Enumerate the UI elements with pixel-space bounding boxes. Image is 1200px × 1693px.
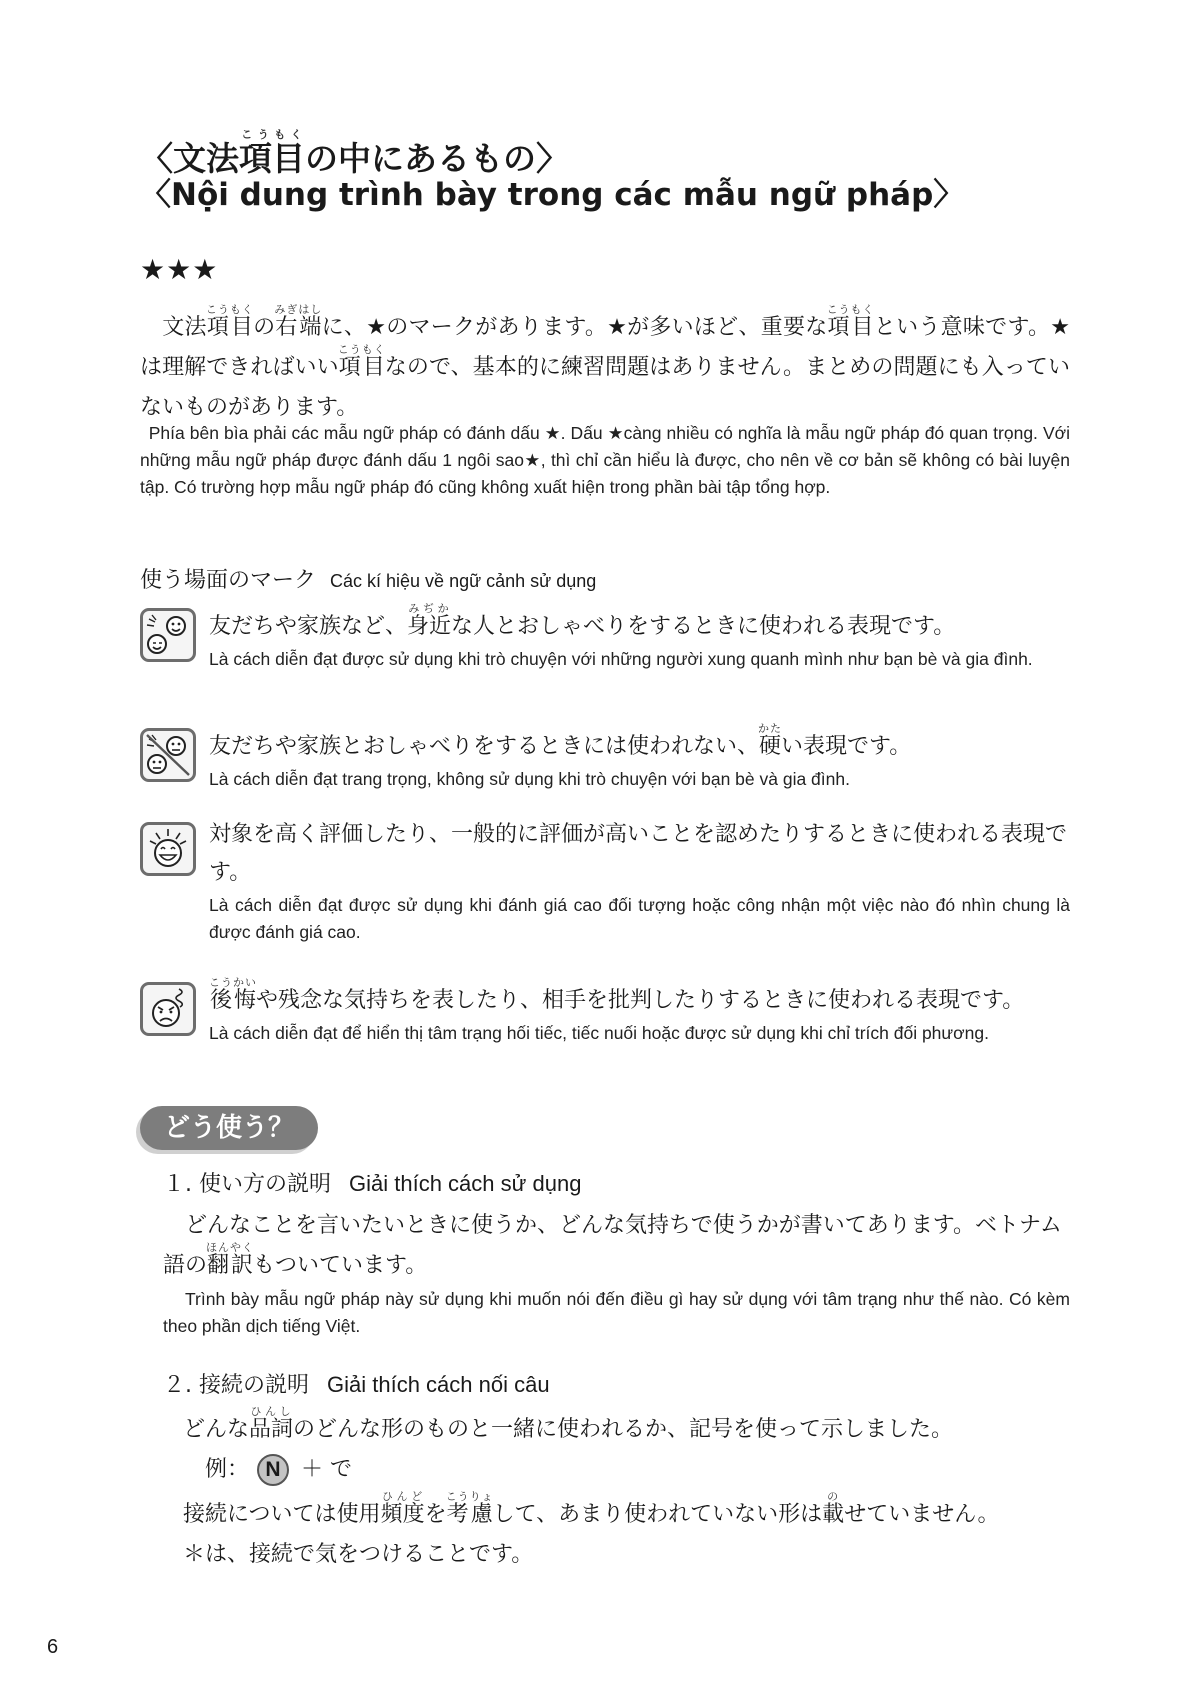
regret-face-icon xyxy=(140,982,196,1036)
usage-mark-vi: Là cách diễn đạt trang trọng, không sử dụng khi trò chuyện với bạn bè và gia đình. xyxy=(209,769,850,789)
connection-explanation-section xyxy=(163,1366,1070,1575)
connection-note-jp: 接続については使用頻度ひんどを考慮こうりょして、あまり使われていない形は載のせていません。 xyxy=(183,1490,1000,1527)
usage-mark-vi: Là cách diễn đạt được sử dụng khi trò chuyện với những người xung quanh mình như bạn bè và gia đình. xyxy=(209,649,1033,669)
usage-marks-heading: 使う場面のマーク Các kí hiệu về ngữ cảnh sử dụng xyxy=(140,568,597,593)
page-title-jp: 〈文法項目こうもくの中にあるもの〉 xyxy=(140,128,569,178)
page-title-vi: 〈Nội dung trình bày trong các mẫu ngữ pháp〉 xyxy=(140,177,965,213)
usage-mark-vi: Là cách diễn đạt để hiển thị tâm trạng hối tiếc, tiếc nuối hoặc được sử dụng khi chỉ trích đối phương. xyxy=(209,1023,989,1043)
usage-mark-vi: Là cách diễn đạt được sử dụng khi đánh giá cao đối tượng hoặc công nhận một việc nào đó nhìn chung là được đánh giá cao. xyxy=(209,895,1070,942)
usage-mark-jp: 友だちや家族とおしゃべりをするときには使われない、硬かたい表現です。 xyxy=(209,722,912,759)
stars-description-jp: 文法項目こうもくの右端みぎはしに、★のマークがあります。★が多いほど、重要な項目こうもくという意味です。★は理解できればいい項目こうもくなので、基本的に練習問題はありません。まとめの問題にも入っていないものがあります。 xyxy=(140,303,1070,420)
stars-description-vi: Phía bên bìa phải các mẫu ngữ pháp có đánh dấu ★. Dấu ★càng nhiều có nghĩa là mẫu ngữ pháp đó quan trọng. Với những mẫu ngữ pháp được đánh dấu 1 ngôi sao★, thì chỉ cần hiểu là được, cho nên về cơ bản sẽ không có bài luyện tập. Có trường hợp mẫu ngữ pháp đó cũng không xuất hiện trong phần bài tập tổng hợp. xyxy=(140,423,1070,497)
usage-mark-jp: 対象を高く評価したり、一般的に評価が高いことを認めたりするときに使われる表現です。 xyxy=(209,822,1068,885)
usage-explanation-vi: Trình bày mẫu ngữ pháp này sử dụng khi muốn nói đến điều gì hay sử dụng với tâm trạng như thế nào. Có kèm theo phần dịch tiếng Việt. xyxy=(163,1289,1070,1336)
casual-chat-icon xyxy=(140,608,196,662)
usage-mark-jp: 友だちや家族など、身近みぢかな人とおしゃべりをするときに使われる表現です。 xyxy=(209,602,956,639)
formal-no-chat-icon xyxy=(140,728,196,782)
asterisk-note-jp: ＊は、接続で気をつけることです。 xyxy=(183,1542,534,1567)
connection-example: 例： N ＋ で xyxy=(205,1450,1070,1490)
how-to-use-badge: どう使う？ xyxy=(140,1106,318,1150)
usage-mark-jp: 後悔こうかいや残念な気持ちを表したり、相手を批判したりするときに使われる表現です。 xyxy=(209,976,1025,1013)
section-heading: ２. 接続の説明 Giải thích cách nối câu xyxy=(163,1372,550,1398)
noun-badge-icon: N xyxy=(257,1454,289,1486)
usage-explanation-jp: どんなことを言いたいときに使うか、どんな気持ちで使うかが書いてあります。ベトナム語の翻訳ほんやくもついています。 xyxy=(163,1213,1062,1278)
usage-explanation-section xyxy=(163,1165,1070,1340)
connection-explanation-jp: どんな品詞ひんしのどんな形のものと一緒に使われるか、記号を使って示しました。 xyxy=(183,1405,954,1442)
stars-heading: ★★★ xyxy=(140,253,219,286)
praise-face-icon xyxy=(140,822,196,876)
page-number: 6 xyxy=(47,1636,59,1658)
section-heading: １. 使い方の説明 Giải thích cách sử dụng xyxy=(163,1171,582,1197)
